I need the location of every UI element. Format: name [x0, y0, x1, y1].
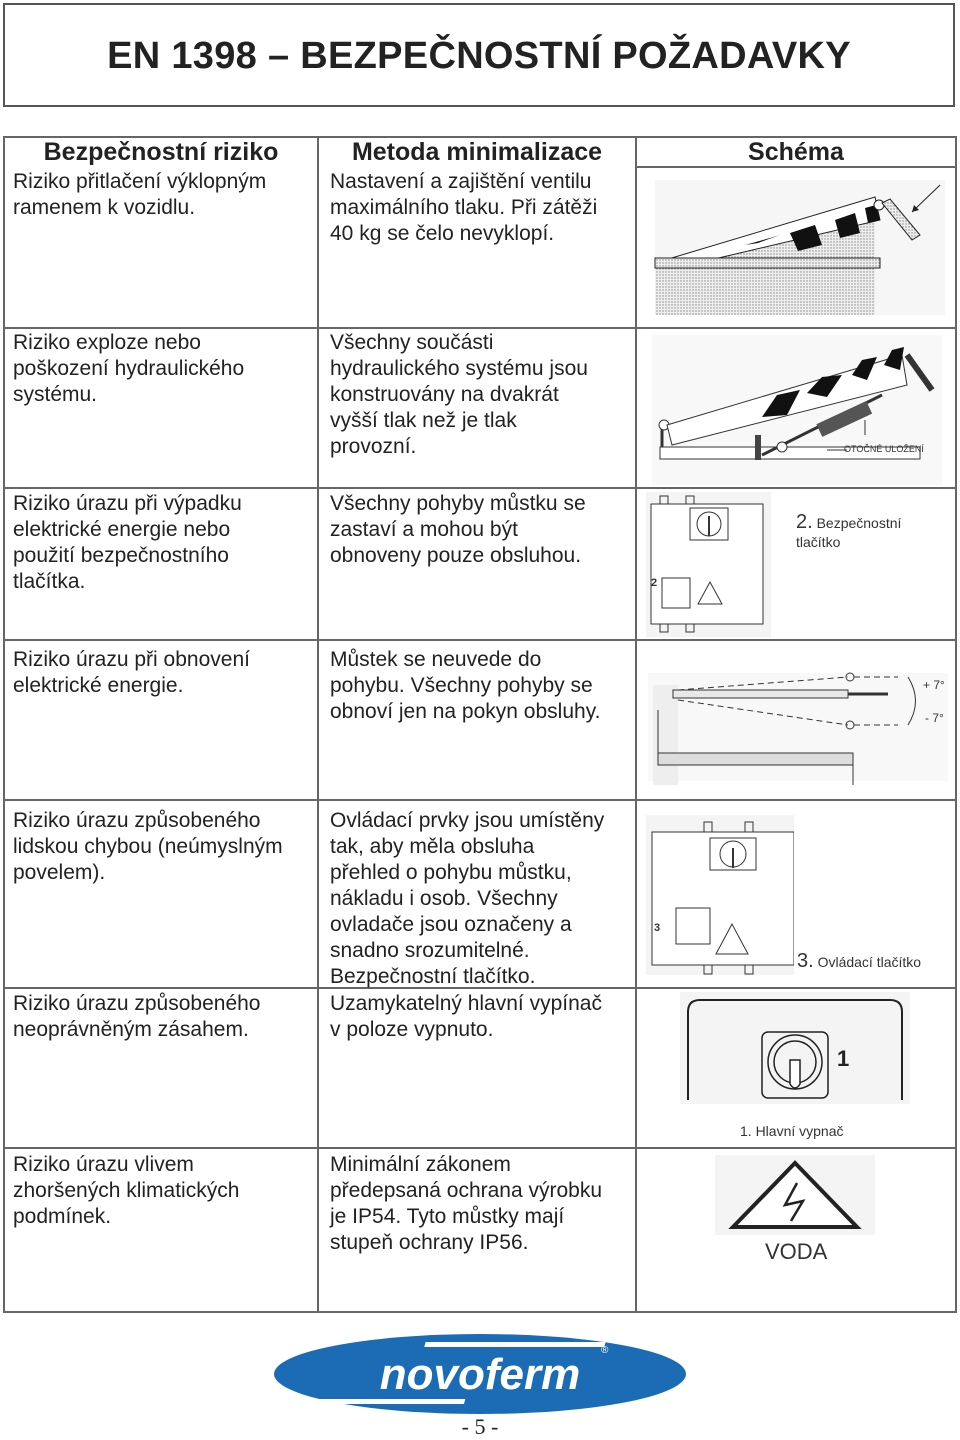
panel-number: 3: [654, 922, 661, 934]
col-divider: [955, 136, 957, 1313]
control-panel-3-figure: [646, 810, 794, 975]
method-cell: Všechny pohyby můstku se zastaví a mohou být obnoveny pouze obsluhou.: [330, 492, 586, 567]
col-divider: [3, 136, 5, 1313]
logo-text: novoferm: [379, 1350, 581, 1399]
header-schema: Schéma: [748, 138, 844, 166]
control-button-label: [797, 950, 921, 973]
table-border-bottom: [3, 1311, 957, 1313]
control-panel-2-figure: [646, 492, 771, 637]
panel-number: 2: [651, 577, 658, 589]
page-number: - 5 -: [461, 1414, 499, 1439]
row-divider: [3, 487, 957, 489]
risk-cell: Riziko exploze nebo poškození hydraulického systému.: [13, 331, 245, 406]
hydraulic-figure: [652, 335, 944, 485]
angle-range-figure: [648, 665, 948, 785]
method-cell: Minimální zákonem předepsaná ochrana výrobku je IP54. Tyto můstky mají stupeň ochrany IP56.: [330, 1153, 603, 1254]
risk-cell: Riziko úrazu při výpadku elektrické energie nebo použití bezpečnostního tlačítka.: [13, 492, 242, 593]
figure-caption: Ovládací tlačítko: [817, 954, 922, 970]
main-switch-figure: [680, 992, 910, 1104]
header-risk: Bezpečnostní riziko: [43, 138, 279, 166]
header-method: Metoda minimalizace: [351, 138, 603, 166]
col-divider: [317, 136, 319, 1313]
warning-sign-figure: [715, 1155, 875, 1235]
row-divider: [3, 639, 957, 641]
row-divider: [3, 1147, 957, 1149]
switch-number: 1: [837, 1046, 850, 1071]
method-cell: Nastavení a zajištění ventilu maximálního tlaku. Při zátěži 40 kg se čelo nevyklopí.: [330, 170, 598, 245]
main-switch-label: 1. Hlavní vypnač: [740, 1123, 844, 1139]
method-cell: Všechny součásti hydraulického systému jsou konstruovány na dvakrát vyšší tlak než je tlak provozní.: [330, 331, 588, 458]
warning-label: VODA: [765, 1239, 828, 1264]
novoferm-logo: [273, 1333, 687, 1415]
figure-number: 3.: [797, 950, 814, 972]
risk-cell: Riziko úrazu způsobeného lidskou chybou (neúmyslným povelem).: [13, 809, 283, 884]
col-divider: [635, 136, 637, 1313]
row-divider: [3, 799, 957, 801]
figure-caption: Bezpečnostní tlačítko: [796, 515, 902, 550]
svg-text:®: ®: [601, 1345, 609, 1356]
risk-cell: Riziko přitlačení výklopným ramenem k vozidlu.: [13, 170, 267, 219]
method-cell: Ovládací prvky jsou umístěny tak, aby měla obsluha přehled o pohybu můstku, nákladu i osob. Všechny ovladače jsou označeny a snadno srozumitelné. Bezpečnostní tlačítko.: [330, 809, 605, 988]
safety-button-label: [796, 494, 901, 552]
method-cell: Uzamykatelný hlavní vypínač v poloze vypnuto.: [330, 992, 602, 1041]
risk-cell: Riziko úrazu způsobeného neoprávněným zásahem.: [13, 992, 261, 1041]
angle-up-label: + 7°: [923, 678, 945, 692]
page-title: EN 1398 – BEZPEČNOSTNÍ POŽADAVKY: [107, 35, 851, 77]
risk-cell: Riziko úrazu při obnovení elektrické energie.: [13, 648, 250, 697]
row-divider: [3, 327, 957, 329]
pivot-label: OTOČNÉ ULOŽENÍ: [844, 444, 924, 454]
risk-cell: Riziko úrazu vlivem zhoršených klimatických podmínek.: [13, 1153, 240, 1228]
title-box: [3, 3, 955, 107]
figure-number: 2.: [796, 511, 813, 533]
method-cell: Můstek se neuvede do pohybu. Všechny pohyby se obnoví jen na pokyn obsluhy.: [330, 648, 601, 723]
lip-pressure-figure: [650, 175, 950, 320]
angle-down-label: - 7°: [925, 711, 944, 725]
